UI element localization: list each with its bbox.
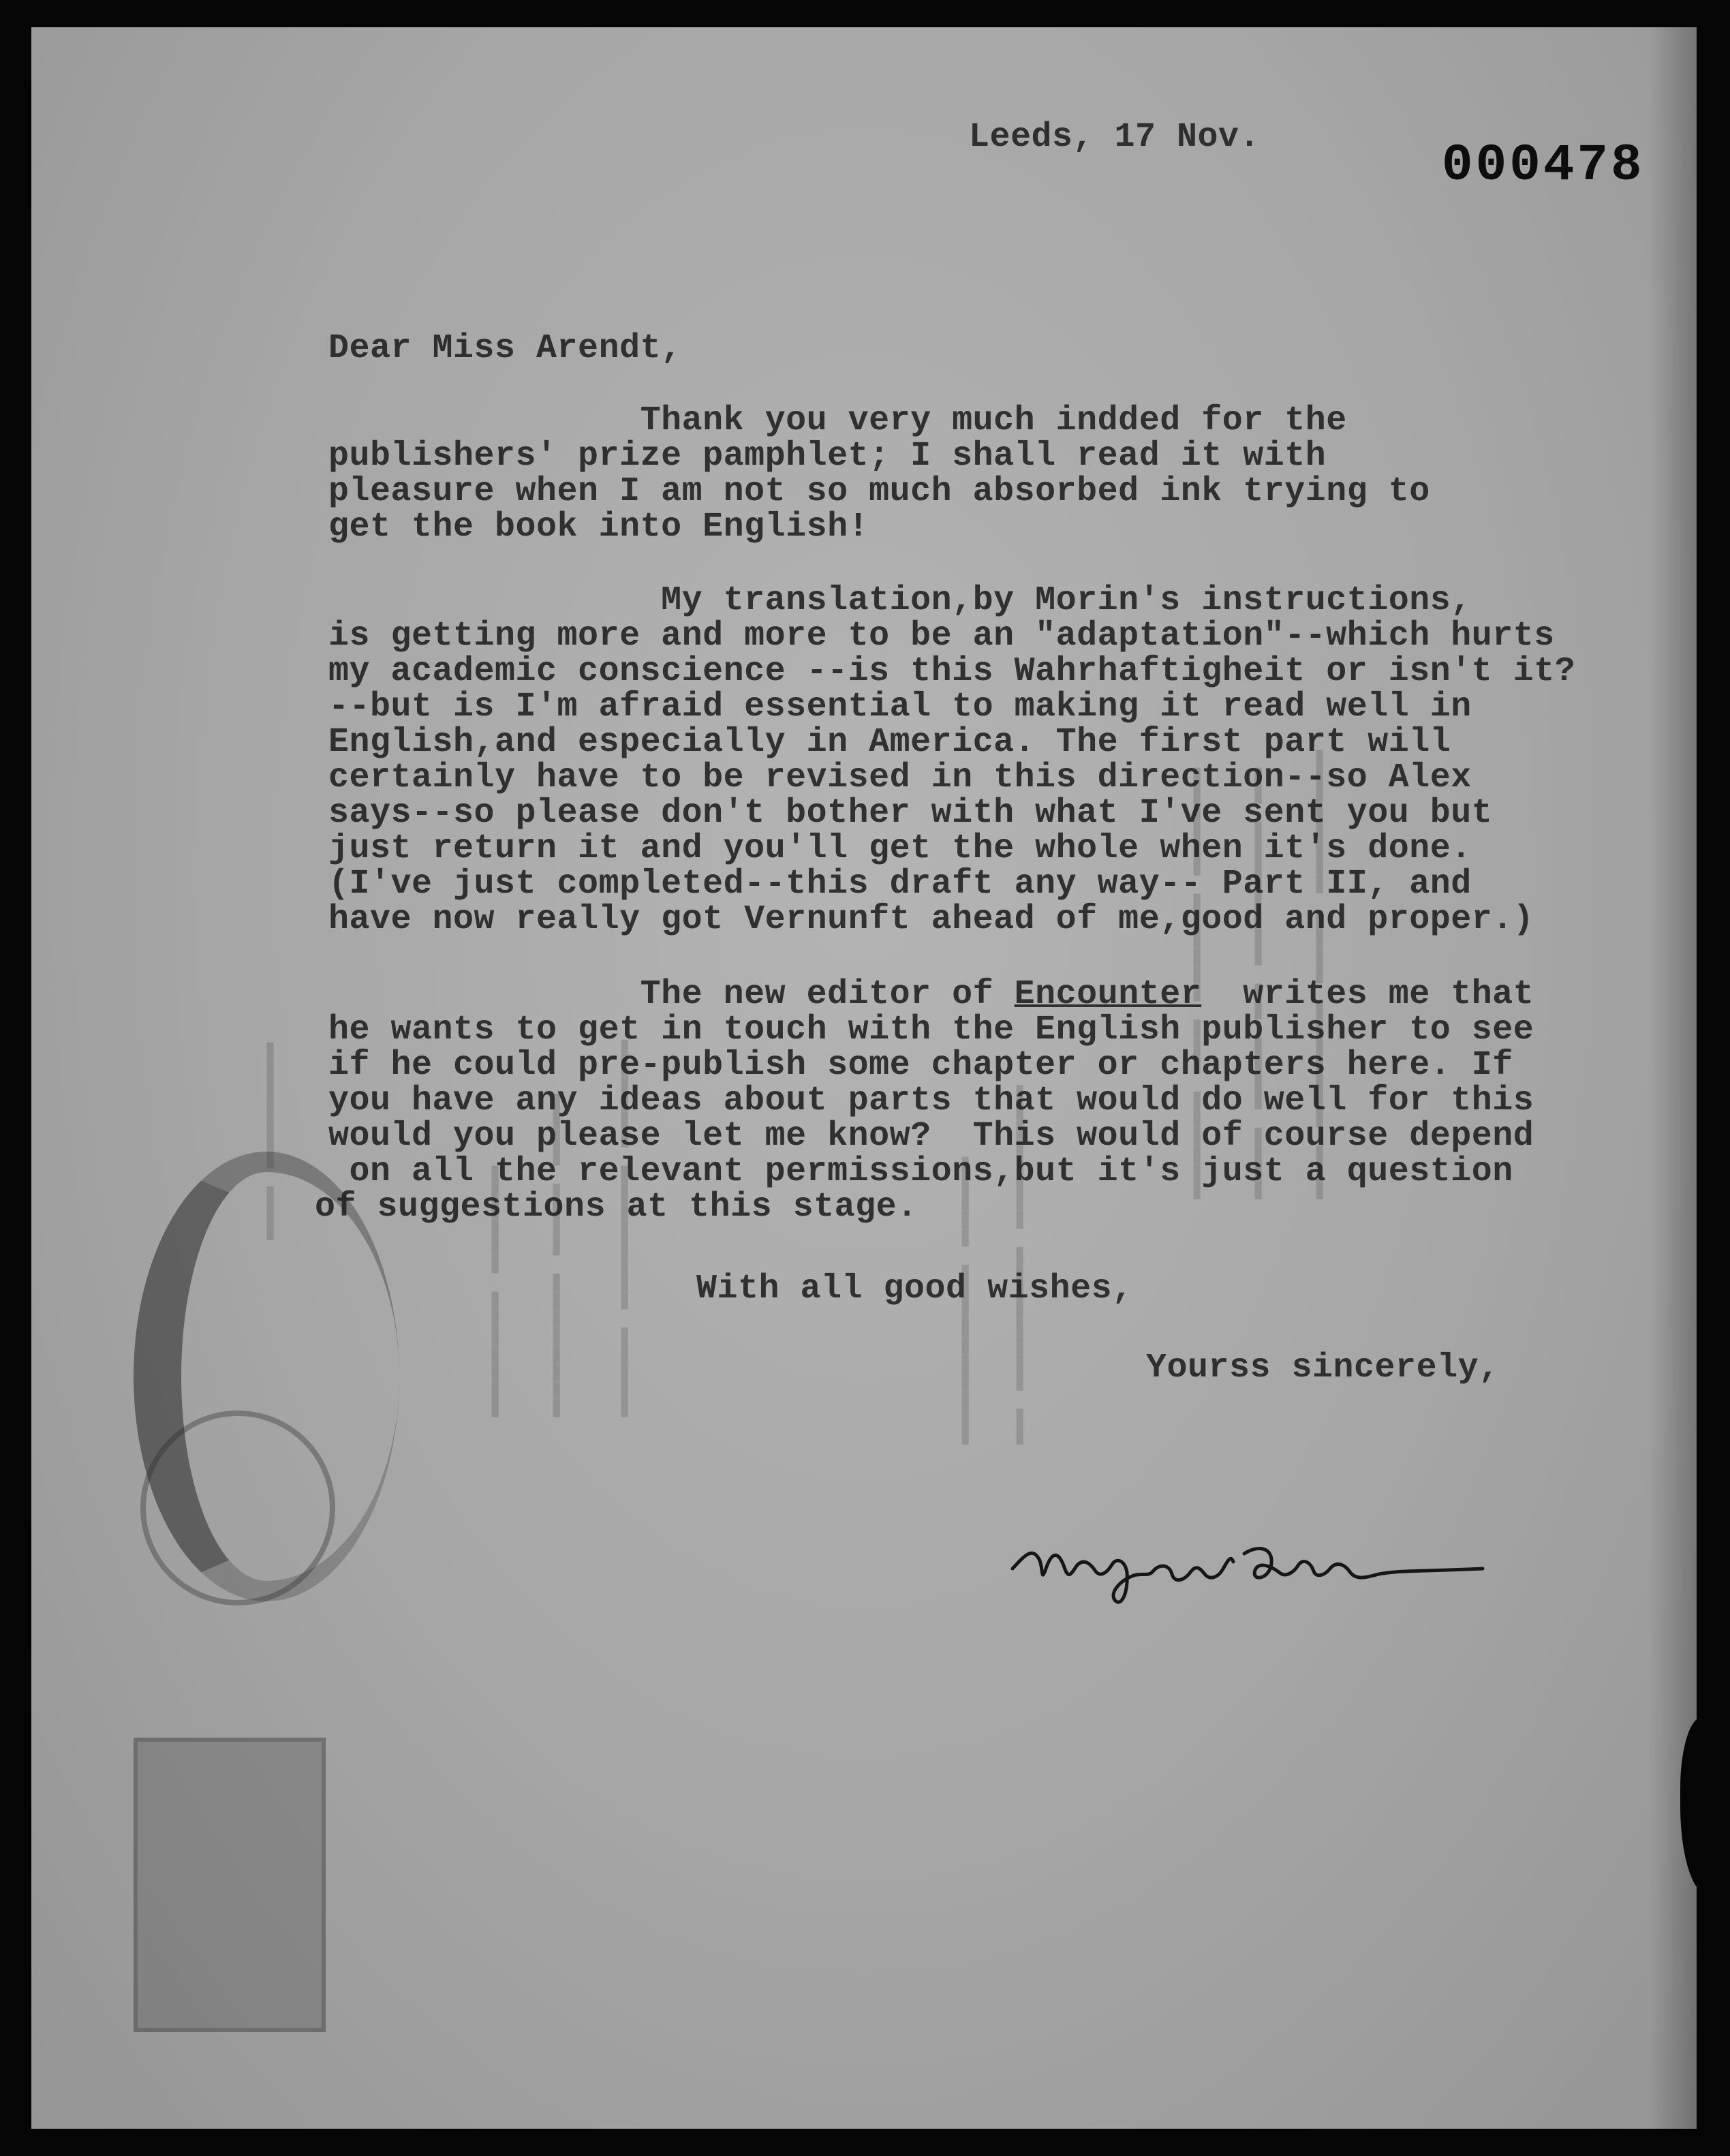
paragraph-line: Thank you very much indded for the: [328, 401, 1347, 440]
paragraph-line: if he could pre-publish some chapter or chapters here. If: [328, 1046, 1513, 1085]
paragraph-line: he wants to get in touch with the English publisher to see: [328, 1011, 1534, 1049]
paragraph-line: have now really got Vernunft ahead of me,good and proper.): [328, 900, 1534, 939]
bleed-through-text: ▬▬▬▬▬▬▬▬▬▬ ▬▬▬▬▬: [951, 1156, 985, 1445]
encounter-title: Encounter: [1014, 975, 1202, 1014]
paragraph-line: My translation,by Morin's instructions,: [328, 581, 1472, 620]
paragraph-line: get the book into English!: [328, 508, 869, 546]
bleed-through-text: ▬▬▬ ▬▬▬▬▬▬▬: [256, 1042, 290, 1240]
paragraph-line: [328, 977, 1534, 1013]
postage-stamp: [134, 1738, 326, 2032]
signature: [1006, 1506, 1496, 1615]
bleed-through-text: ▬▬▬▬▬▬ ▬▬▬ ▬▬▬▬▬▬ ▬▬▬▬▬▬: [1183, 767, 1217, 1199]
valediction: Yourss sincerely,: [1146, 1349, 1500, 1387]
paragraph-line: pleasure when I am not so much absorbed ink trying to: [328, 472, 1430, 511]
paragraph-line: on all the relevant permissions,but it's just a question: [328, 1152, 1513, 1191]
bleed-through-text: ▬▬ ▬▬▬▬▬▬▬▬ ▬▬▬▬▬▬▬▬: [1006, 1084, 1040, 1445]
bleed-through-text: ▬▬▬▬▬▬▬▬ ▬▬▬▬ ▬▬▬▬: [542, 1093, 576, 1417]
paragraph-line: you have any ideas about parts that would do well for this: [328, 1081, 1534, 1120]
place-date: Leeds, 17 Nov.: [969, 118, 1261, 157]
bleed-through-text: ▬▬▬▬▬▬▬ ▬▬▬▬▬▬: [481, 1165, 515, 1417]
paragraph-line: certainly have to be revised in this direction--so Alex: [328, 758, 1472, 797]
paragraph-text: writes me that: [1201, 975, 1534, 1014]
paragraph-line: publishers' prize pamphlet; I shall read it with: [328, 437, 1327, 476]
postmark-circle: [140, 1411, 335, 1605]
bleed-through-text: ▬▬▬▬▬ ▬▬▬▬▬▬▬▬ ▬▬▬▬▬▬: [611, 1039, 645, 1417]
letter-page: [31, 27, 1697, 2129]
document-number: 000478: [1442, 136, 1645, 195]
paragraph-line: just return it and you'll get the whole when it's done.: [328, 829, 1472, 868]
bleed-through-text: ▬▬▬ ▬▬▬▬▬▬▬ ▬▬▬▬ ▬▬▬▬▬▬▬▬: [1306, 749, 1340, 1199]
closing-line: With all good wishes,: [696, 1269, 1133, 1308]
paragraph-line: --but is I'm afraid essential to making it read well in: [328, 688, 1472, 726]
paragraph-line: my academic conscience --is this Wahrhaftigheit or isn't it?: [328, 652, 1576, 691]
paragraph-line: says--so please don't bother with what I've sent you but: [328, 794, 1493, 833]
paragraph-line: of suggestions at this stage.: [315, 1188, 918, 1227]
paragraph-line: would you please let me know? This would of course depend: [328, 1117, 1534, 1156]
bleed-through-text: ▬▬▬▬ ▬▬▬▬ ▬▬ ▬▬▬▬▬▬▬▬ ▬▬: [1244, 767, 1278, 1199]
paragraph-text: The new editor of: [328, 975, 1015, 1014]
salutation: Dear Miss Arendt,: [328, 329, 682, 368]
paragraph-line: is getting more and more to be an "adaptation"--which hurts: [328, 617, 1555, 656]
paragraph-line: English,and especially in America. The first part will: [328, 723, 1451, 762]
paragraph-line: (I've just completed--this draft any way-- Part II, and: [328, 865, 1472, 904]
